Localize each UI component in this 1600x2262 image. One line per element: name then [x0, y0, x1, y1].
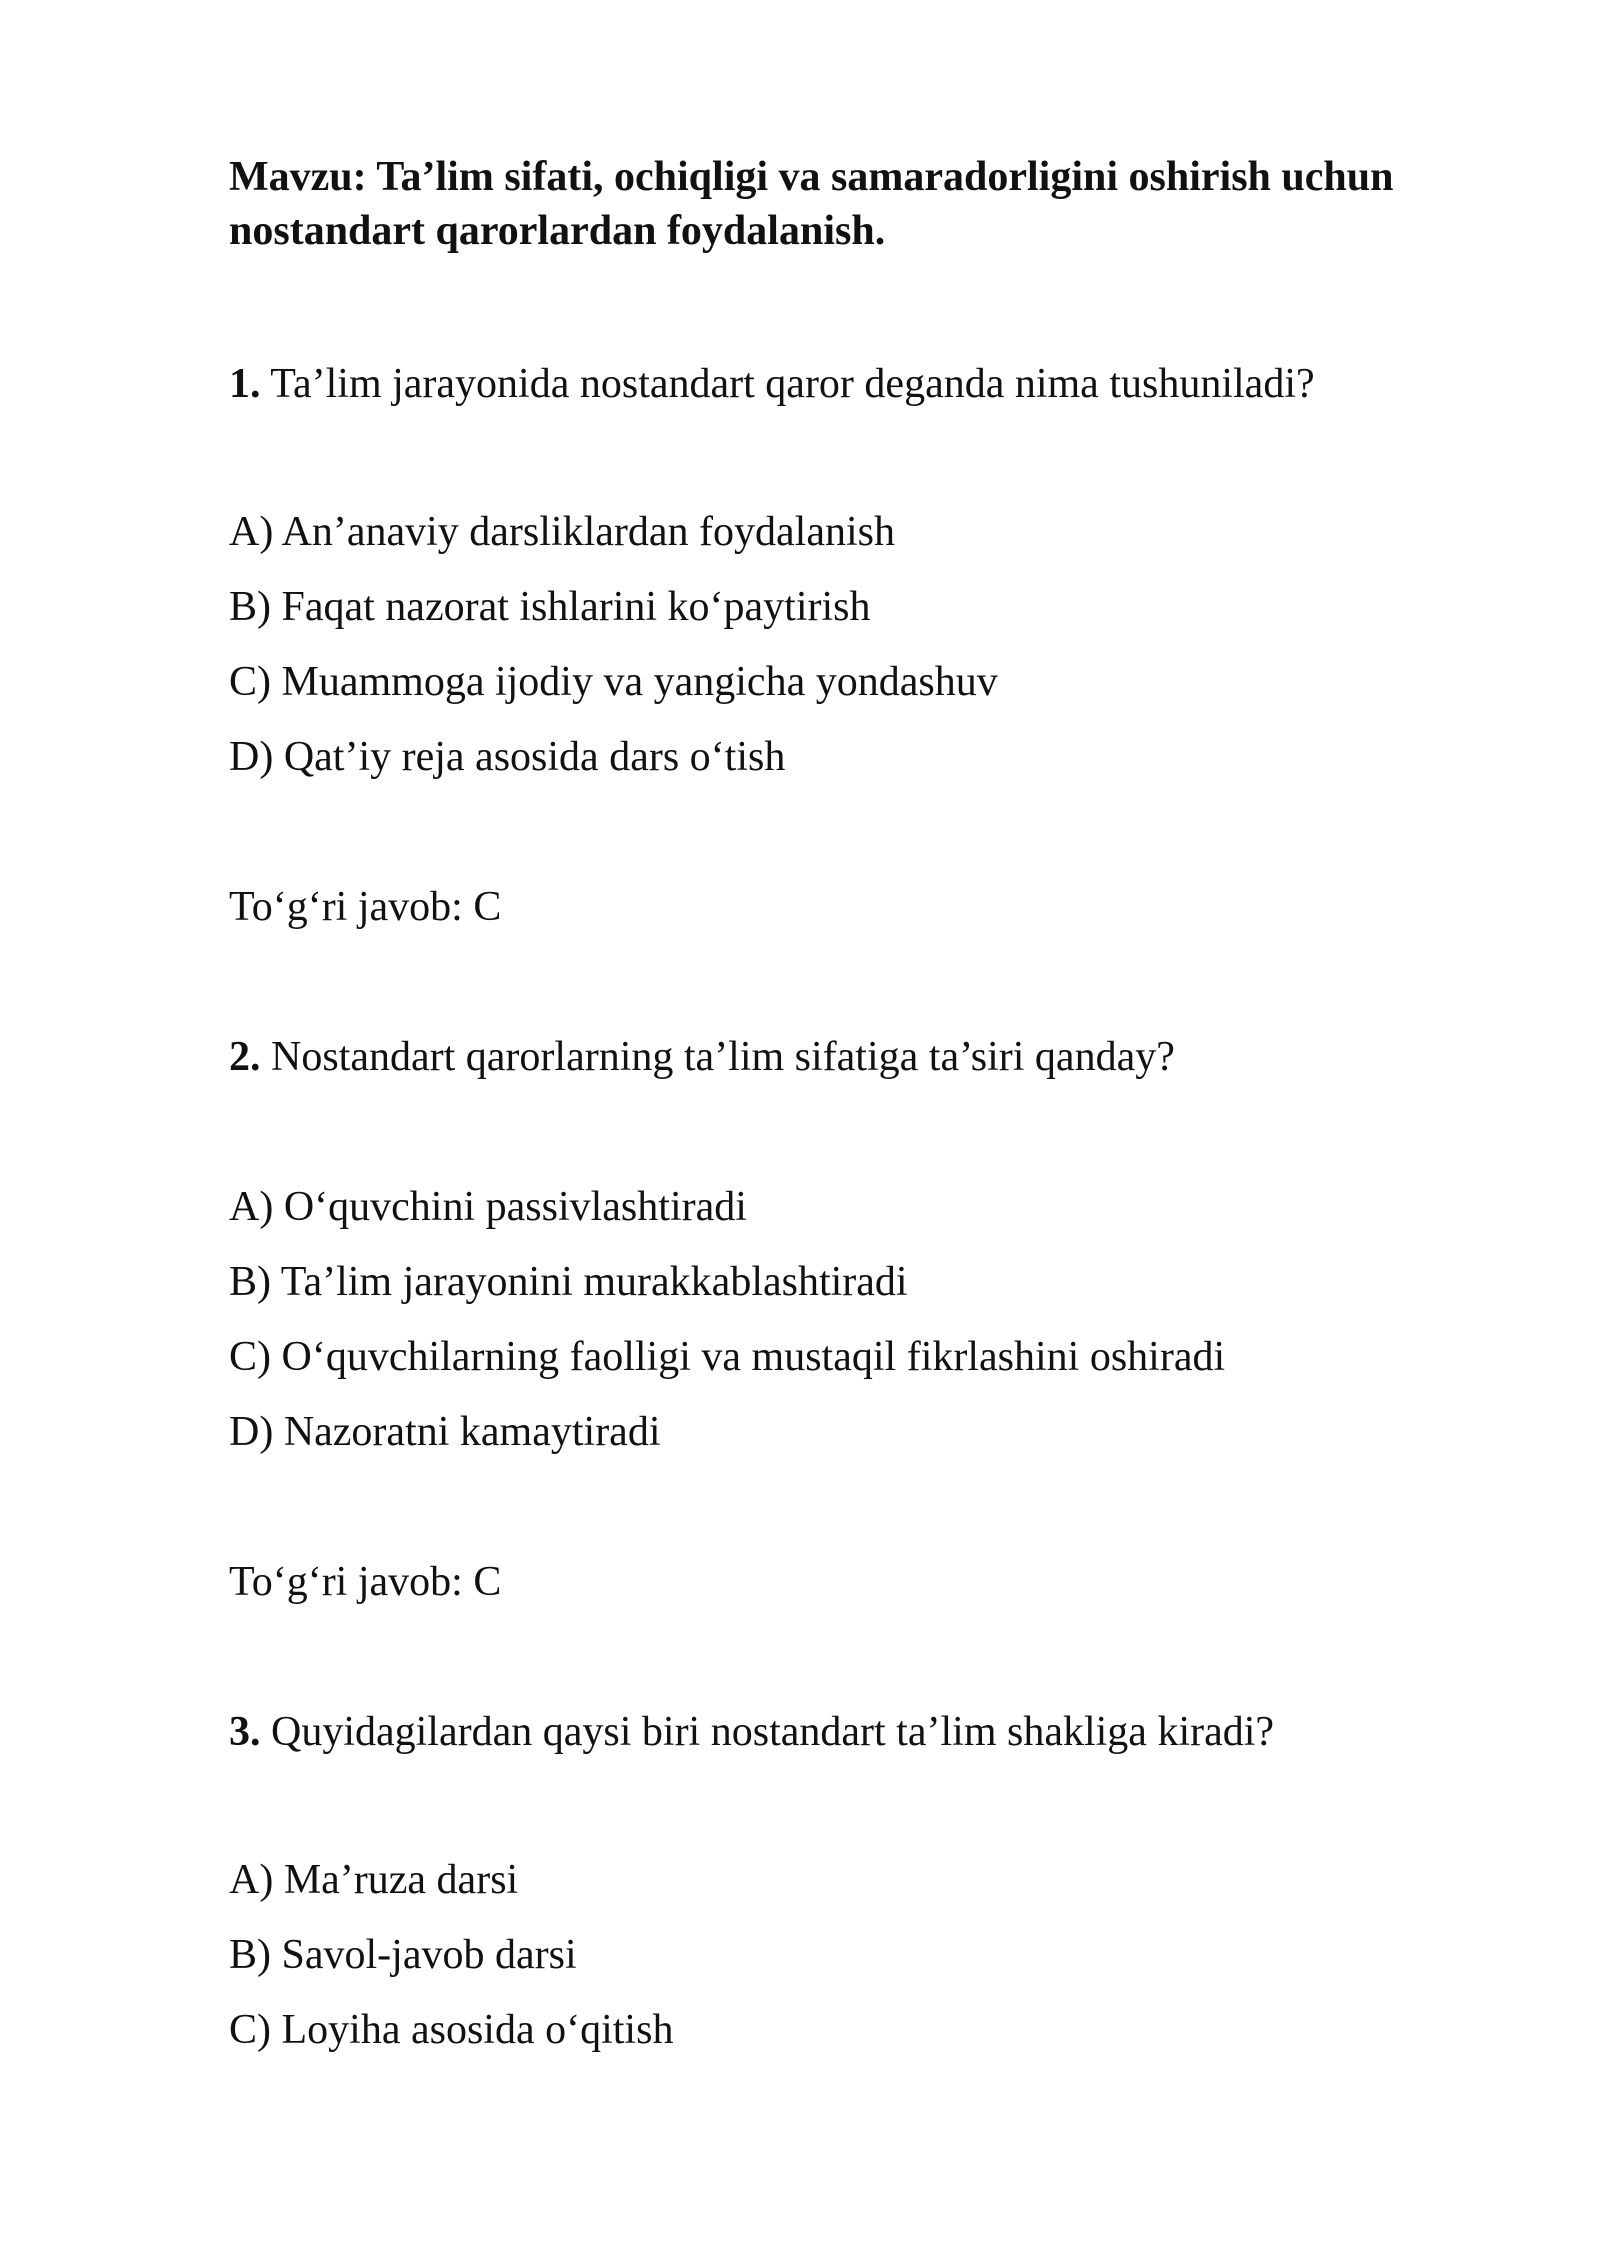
question-1-option-d: D) Qat’iy reja asosida dars o‘tish — [229, 734, 786, 780]
question-2-option-b: B) Ta’lim jarayonini murakkablashtiradi — [229, 1259, 908, 1305]
question-2-option-d: D) Nazoratni kamaytiradi — [229, 1409, 661, 1455]
document-title: Mavzu: Ta’lim sifati, ochiqligi va samaradorligini oshirish uchun nostandart qarorlardan foydalanish. — [229, 154, 1394, 254]
question-1-option-b: B) Faqat nazorat ishlarini ko‘paytirish — [229, 584, 871, 630]
question-3-number: 3. — [229, 1709, 261, 1755]
question-3-option-c: C) Loyiha asosida o‘qitish — [229, 2007, 674, 2053]
question-2 — [229, 1030, 1175, 1084]
question-2-option-c: C) O‘quvchilarning faolligi va mustaqil fikrlashini oshiradi — [229, 1334, 1226, 1380]
question-2-text: Nostandart qarorlarning ta’lim sifatiga ta’siri qanday? — [271, 1034, 1175, 1080]
question-3-option-b: B) Savol-javob darsi — [229, 1932, 577, 1978]
question-3-option-a: A) Ma’ruza darsi — [229, 1857, 519, 1903]
question-2-answer: To‘g‘ri javob: C — [229, 1559, 502, 1605]
question-1-option-a: A) An’anaviy darsliklardan foydalanish — [229, 509, 895, 555]
question-1-text: Ta’lim jarayonida nostandart qaror deganda nima tushuniladi? — [270, 361, 1315, 407]
question-1-answer: To‘g‘ri javob: C — [229, 884, 502, 930]
question-1-option-c: C) Muammoga ijodiy va yangicha yondashuv — [229, 659, 998, 705]
question-3 — [229, 1705, 1274, 1759]
question-3-text: Quyidagilardan qaysi biri nostandart ta’lim shakliga kiradi? — [271, 1709, 1275, 1755]
question-2-option-a: A) O‘quvchini passivlashtiradi — [229, 1184, 747, 1230]
question-2-number: 2. — [229, 1034, 261, 1080]
question-1-number: 1. — [229, 361, 261, 407]
question-1 — [229, 357, 1315, 411]
